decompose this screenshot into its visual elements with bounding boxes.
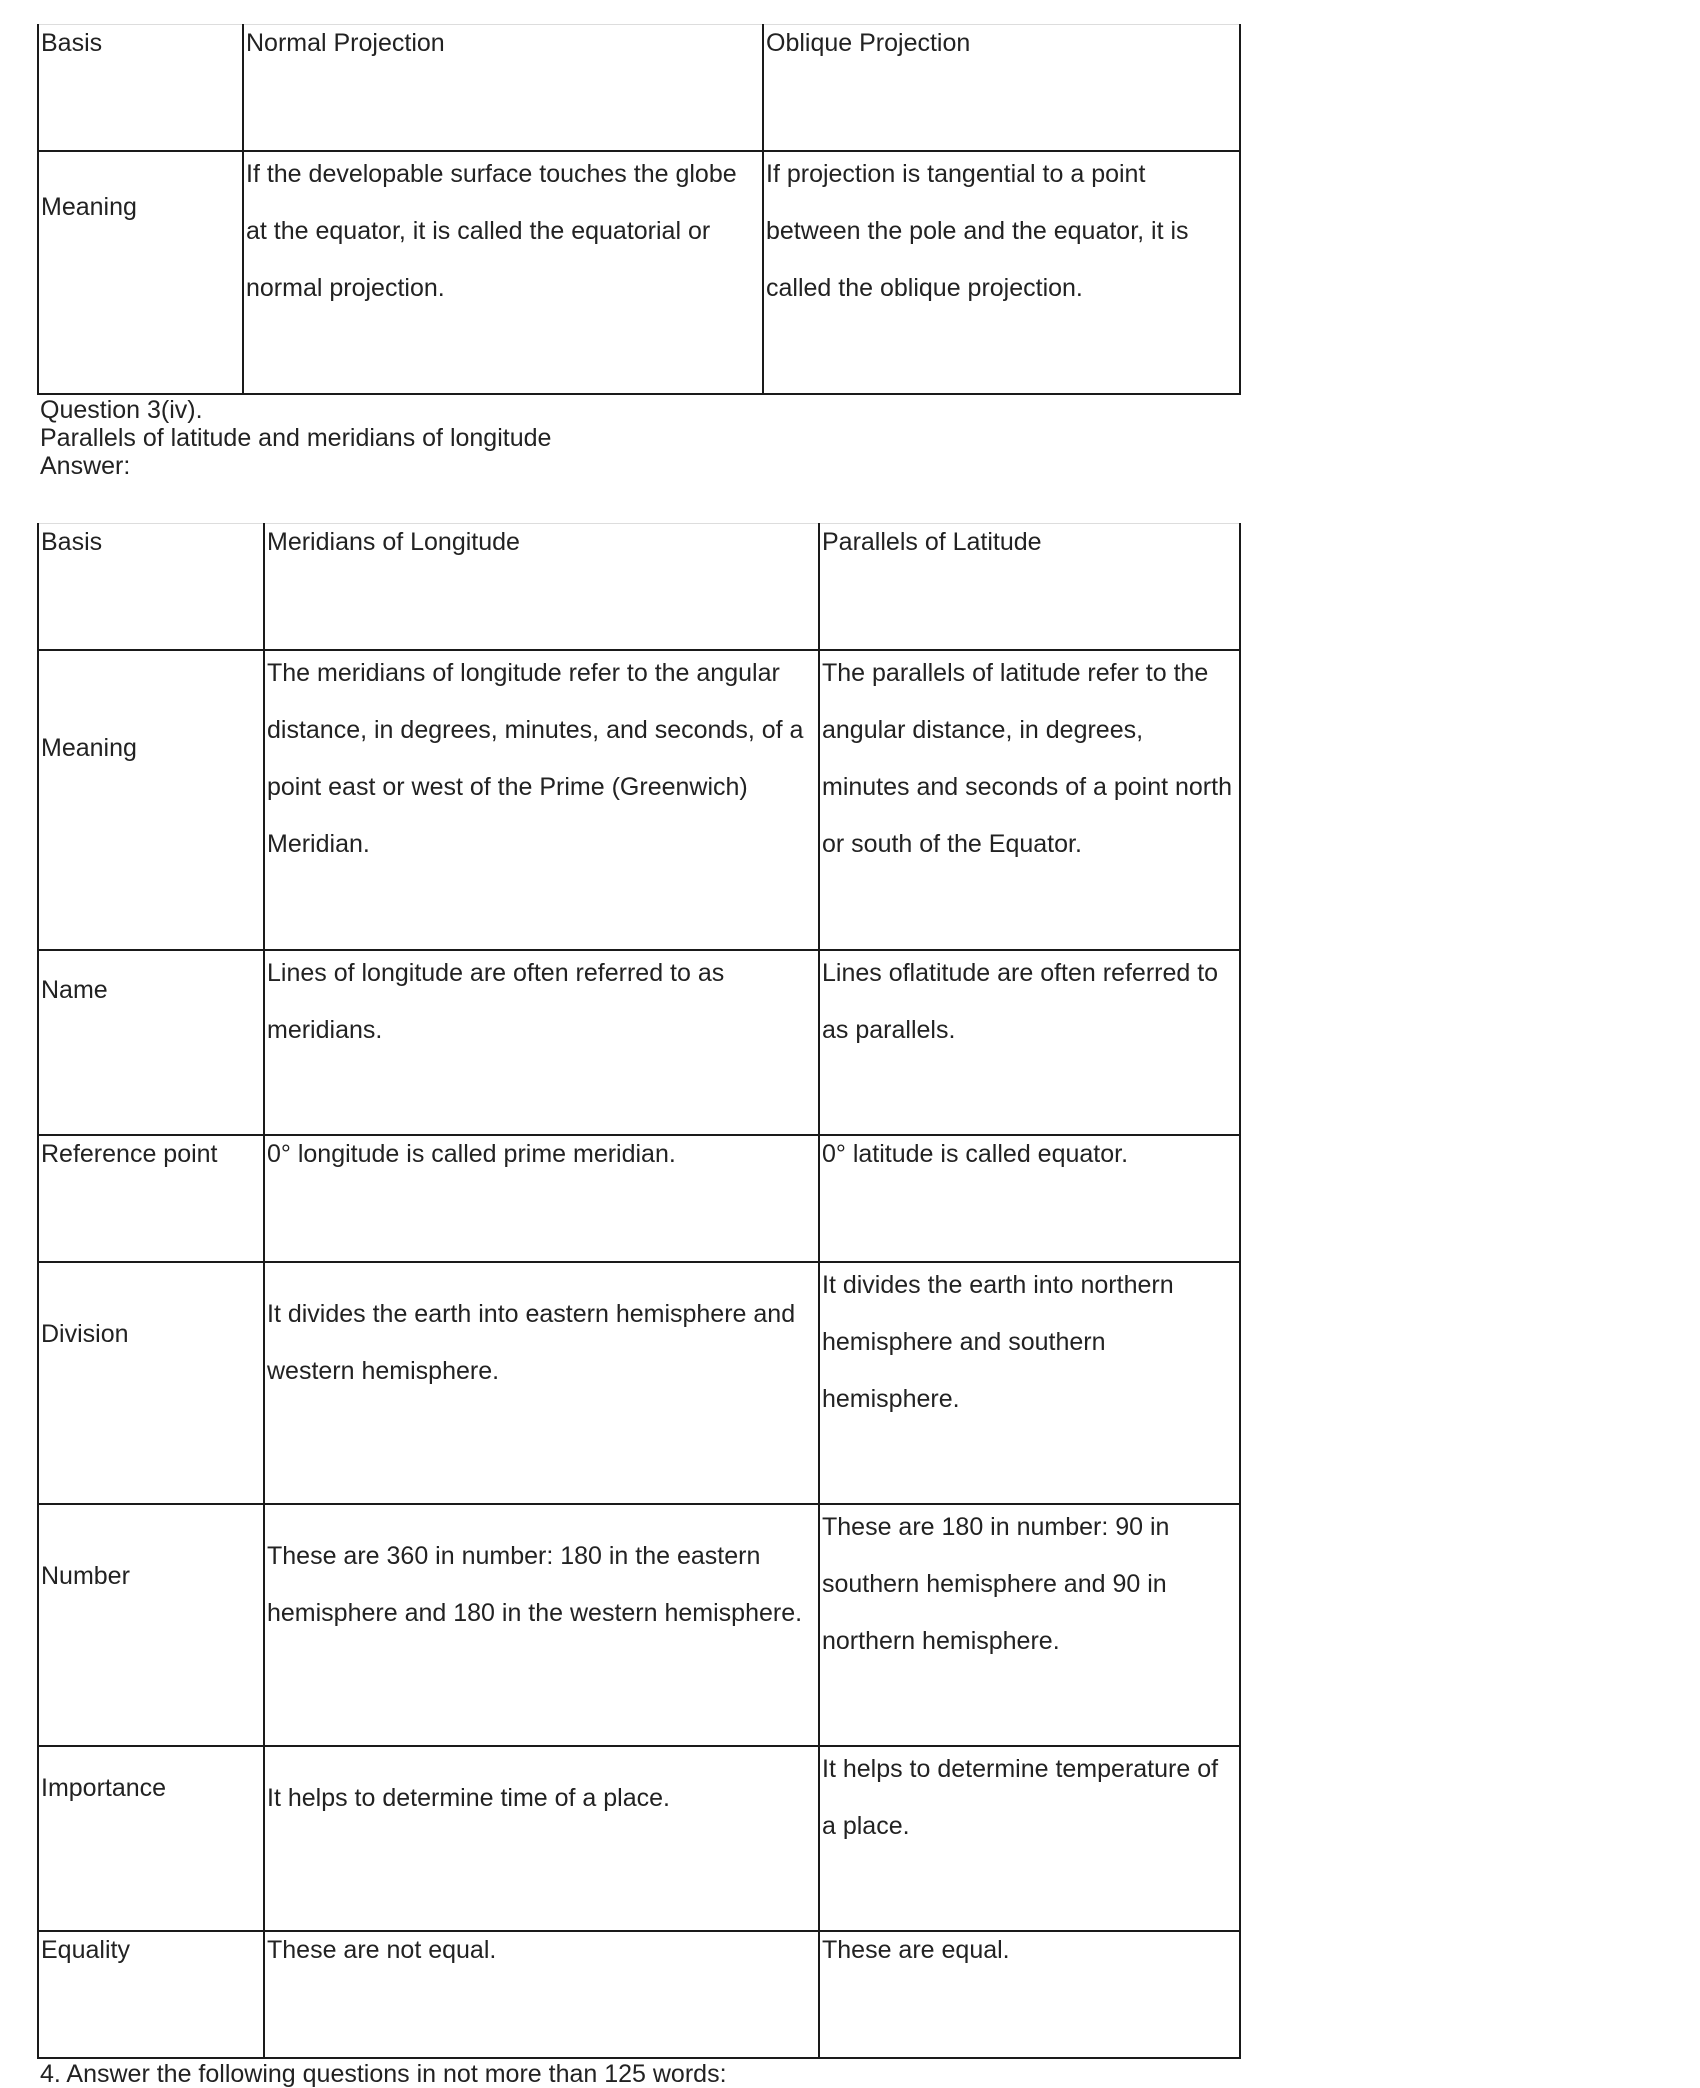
cell-line: western hemisphere. bbox=[267, 1356, 500, 1385]
table-row bbox=[38, 1746, 1240, 1931]
row-label-division bbox=[38, 1262, 264, 1504]
row-label-reference-point bbox=[38, 1135, 264, 1262]
table-row bbox=[38, 1135, 1240, 1262]
cell-line: If projection is tangential to a point bbox=[766, 159, 1146, 188]
cell-line: a place. bbox=[822, 1811, 910, 1840]
row-label-text: Importance bbox=[41, 1773, 167, 1802]
cell-parallel-division bbox=[819, 1262, 1240, 1504]
cell-line: It divides the earth into eastern hemisphere and bbox=[267, 1299, 796, 1328]
cell-line: northern hemisphere. bbox=[822, 1626, 1060, 1655]
table-row bbox=[38, 1504, 1240, 1746]
header-cell-meridians: Meridians of Longitude bbox=[264, 524, 819, 650]
cell-normal-meaning bbox=[243, 151, 763, 394]
cell-line: point east or west of the Prime (Greenwich) bbox=[267, 772, 748, 801]
cell-line: distance, in degrees, minutes, and seconds, of a bbox=[267, 715, 804, 744]
cell-line: hemisphere. bbox=[822, 1384, 960, 1413]
table-row bbox=[38, 650, 1240, 950]
cell-line: angular distance, in degrees, bbox=[822, 715, 1144, 744]
cell-line: These are equal. bbox=[822, 1935, 1010, 1964]
row-label-text: Meaning bbox=[41, 192, 137, 221]
cell-parallel-meaning bbox=[819, 650, 1240, 950]
question-block bbox=[40, 396, 551, 480]
next-question-heading: 4. Answer the following questions in not more than 125 words: bbox=[40, 2060, 727, 2088]
table-row bbox=[38, 1931, 1240, 2058]
cell-meridian-reference bbox=[264, 1135, 819, 1262]
cell-line: The parallels of latitude refer to the bbox=[822, 658, 1209, 687]
row-label-text: Division bbox=[41, 1319, 129, 1348]
cell-parallel-reference bbox=[819, 1135, 1240, 1262]
cell-line: or south of the Equator. bbox=[822, 829, 1082, 858]
cell-line: These are 360 in number: 180 in the eastern bbox=[267, 1541, 761, 1570]
row-label-number bbox=[38, 1504, 264, 1746]
cell-line: minutes and seconds of a point north bbox=[822, 772, 1232, 801]
cell-meridian-name bbox=[264, 950, 819, 1135]
cell-line: as parallels. bbox=[822, 1015, 956, 1044]
cell-line: hemisphere and 180 in the western hemisphere. bbox=[267, 1598, 803, 1627]
cell-meridian-importance bbox=[264, 1746, 819, 1931]
table-row bbox=[38, 950, 1240, 1135]
cell-line: at the equator, it is called the equatorial or bbox=[246, 216, 711, 245]
table-header-row bbox=[38, 25, 1240, 151]
cell-line: called the oblique projection. bbox=[766, 273, 1083, 302]
answer-label: Answer: bbox=[40, 452, 131, 480]
row-label-text: Number bbox=[41, 1561, 130, 1590]
cell-line: Lines oflatitude are often referred to bbox=[822, 958, 1219, 987]
cell-line: meridians. bbox=[267, 1015, 383, 1044]
question-text: Parallels of latitude and meridians of longitude bbox=[40, 424, 552, 452]
header-cell-basis: Basis bbox=[38, 524, 264, 650]
cell-meridian-meaning bbox=[264, 650, 819, 950]
cell-parallel-name bbox=[819, 950, 1240, 1135]
row-label-text: Name bbox=[41, 975, 108, 1004]
row-label-equality bbox=[38, 1931, 264, 2058]
cell-meridian-number bbox=[264, 1504, 819, 1746]
cell-line: It divides the earth into northern bbox=[822, 1270, 1174, 1299]
row-label-meaning bbox=[38, 151, 243, 394]
row-label-meaning bbox=[38, 650, 264, 950]
cell-line: These are 180 in number: 90 in bbox=[822, 1512, 1170, 1541]
cell-meridian-division bbox=[264, 1262, 819, 1504]
cell-line: If the developable surface touches the globe bbox=[246, 159, 737, 188]
cell-line: normal projection. bbox=[246, 273, 445, 302]
table-header-row bbox=[38, 524, 1240, 650]
table-row bbox=[38, 1262, 1240, 1504]
cell-line: Meridian. bbox=[267, 829, 370, 858]
cell-meridian-equality bbox=[264, 1931, 819, 2058]
cell-line: hemisphere and southern bbox=[822, 1327, 1106, 1356]
cell-parallel-number bbox=[819, 1504, 1240, 1746]
question-label: Question 3(iv). bbox=[40, 396, 203, 424]
cell-line: 0° longitude is called prime meridian. bbox=[267, 1139, 676, 1168]
header-cell-normal-projection: Normal Projection bbox=[243, 25, 763, 151]
row-label-text: Equality bbox=[41, 1935, 130, 1964]
cell-line: It helps to determine time of a place. bbox=[267, 1783, 670, 1812]
projection-table bbox=[37, 24, 1241, 395]
header-cell-oblique-projection: Oblique Projection bbox=[763, 25, 1240, 151]
header-cell-basis: Basis bbox=[38, 25, 243, 151]
cell-parallel-importance bbox=[819, 1746, 1240, 1931]
cell-line: The meridians of longitude refer to the angular bbox=[267, 658, 780, 687]
cell-line: between the pole and the equator, it is bbox=[766, 216, 1189, 245]
cell-line: These are not equal. bbox=[267, 1935, 497, 1964]
cell-line: It helps to determine temperature of bbox=[822, 1754, 1219, 1783]
cell-parallel-equality bbox=[819, 1931, 1240, 2058]
cell-oblique-meaning bbox=[763, 151, 1240, 394]
cell-line: southern hemisphere and 90 in bbox=[822, 1569, 1167, 1598]
table-row bbox=[38, 151, 1240, 394]
row-label-name bbox=[38, 950, 264, 1135]
latitude-longitude-table bbox=[37, 523, 1241, 2059]
row-label-importance bbox=[38, 1746, 264, 1931]
row-label-text: Meaning bbox=[41, 733, 137, 762]
cell-line: Lines of longitude are often referred to as bbox=[267, 958, 725, 987]
row-label-text: Reference point bbox=[41, 1139, 218, 1168]
cell-line: 0° latitude is called equator. bbox=[822, 1139, 1129, 1168]
header-cell-parallels: Parallels of Latitude bbox=[819, 524, 1240, 650]
